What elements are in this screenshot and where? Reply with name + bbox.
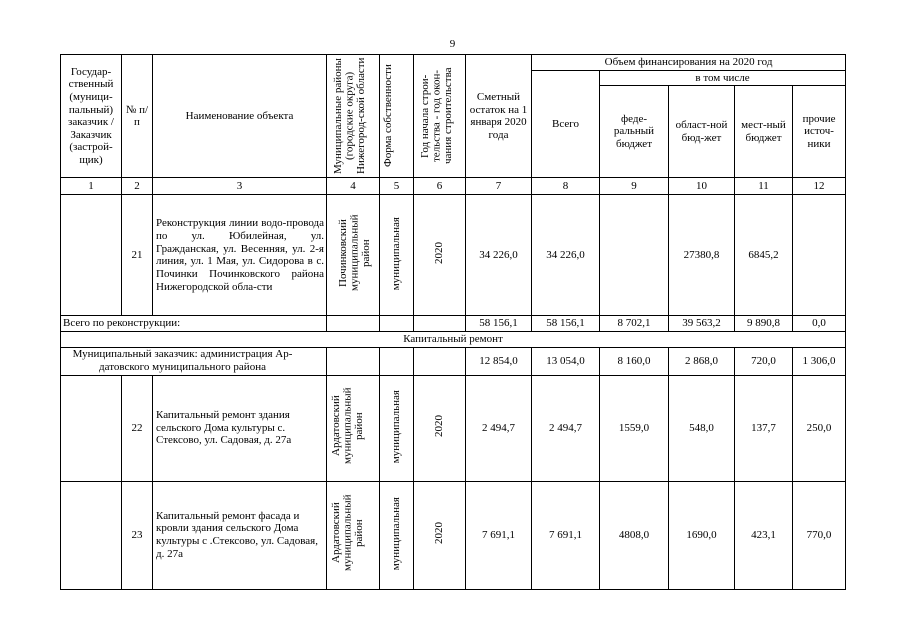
- cell-district: [327, 481, 380, 589]
- cell-ownership: [380, 375, 414, 481]
- cell-total: 58 156,1: [532, 316, 600, 332]
- cell-federal: 8 160,0: [600, 347, 669, 375]
- cell-other: 250,0: [793, 375, 846, 481]
- cell-district-text: Ардатовский муниципальный район: [330, 387, 366, 465]
- header-including: в том числе: [600, 70, 846, 86]
- col-number: 11: [735, 178, 793, 195]
- cell-district: [327, 375, 380, 481]
- cell-year: [414, 195, 466, 316]
- financing-table: [60, 54, 846, 590]
- cell-object-name: Реконструкция линии водо-провода по ул. Юбилейная, ул. Гражданская, ул. Весенняя, ул. 2-я линия, ул. 1 Мая, ул. Сидорова в с. Починки Починковского района Нижегородской обла-сти: [153, 195, 327, 316]
- header-local: мест-ный бюджет: [735, 86, 793, 178]
- cell-object-name: Капитальный ремонт здания сельского Дома культуры с. Стексово, ул. Садовая, д. 27а: [153, 375, 327, 481]
- col-number: 7: [466, 178, 532, 195]
- cell-balance: 12 854,0: [466, 347, 532, 375]
- cell-empty: [414, 316, 466, 332]
- cell-federal: 4808,0: [600, 481, 669, 589]
- cell-total: 13 054,0: [532, 347, 600, 375]
- cell-ownership-text: муниципальная: [389, 389, 402, 463]
- cell-federal: 1559,0: [600, 375, 669, 481]
- cell-year: [414, 481, 466, 589]
- col-number: 8: [532, 178, 600, 195]
- cell-year-text: 2020: [432, 242, 445, 265]
- header-object-name: Наименование объекта: [153, 55, 327, 178]
- cell-local: 423,1: [735, 481, 793, 589]
- cell-empty: [380, 316, 414, 332]
- cell-balance: 58 156,1: [466, 316, 532, 332]
- table-row: [61, 375, 846, 481]
- cell-local: 6845,2: [735, 195, 793, 316]
- col-number: 3: [153, 178, 327, 195]
- cell-ownership-text: муниципальная: [389, 216, 402, 291]
- col-number: 6: [414, 178, 466, 195]
- cell-regional: 1690,0: [669, 481, 735, 589]
- table-row-total: [61, 316, 846, 332]
- col-number: 9: [600, 178, 669, 195]
- cell-local: 137,7: [735, 375, 793, 481]
- cell-district: [327, 195, 380, 316]
- col-number: 1: [61, 178, 122, 195]
- cell-number: 23: [122, 481, 153, 589]
- cell-balance: 2 494,7: [466, 375, 532, 481]
- cell-customer: [61, 375, 122, 481]
- cell-year-text: 2020: [432, 522, 445, 545]
- col-number: 12: [793, 178, 846, 195]
- cell-local: 720,0: [735, 347, 793, 375]
- cell-ownership: [380, 481, 414, 589]
- cell-empty: [327, 316, 380, 332]
- cell-total: 34 226,0: [532, 195, 600, 316]
- total-reconstruction-label: Всего по реконструкции:: [61, 316, 327, 332]
- cell-total: 7 691,1: [532, 481, 600, 589]
- header-customer: Государ-ственный (муници-пальный) заказчик / Заказчик (застрой-щик): [61, 55, 122, 178]
- cell-empty: [414, 347, 466, 375]
- cell-federal: 8 702,1: [600, 316, 669, 332]
- header-years: [414, 55, 466, 178]
- header-other: прочие источ-ники: [793, 86, 846, 178]
- cell-object-name: Капитальный ремонт фасада и кровли здания сельского Дома культуры с .Стексово, ул. Садовая, д. 27а: [153, 481, 327, 589]
- cell-balance: 34 226,0: [466, 195, 532, 316]
- cell-ownership: [380, 195, 414, 316]
- cell-number: 22: [122, 375, 153, 481]
- cell-number: 21: [122, 195, 153, 316]
- header-years-text: Год начала строи-тельства - год окон-чания строительства: [418, 67, 454, 165]
- cell-district-text: Починковский муниципальный район: [337, 215, 373, 292]
- cell-empty: [380, 347, 414, 375]
- col-number: 5: [380, 178, 414, 195]
- cell-total: 2 494,7: [532, 375, 600, 481]
- header-federal: феде-ральный бюджет: [600, 86, 669, 178]
- section-capital-repair: Капитальный ремонт: [61, 331, 846, 347]
- header-number: № п/п: [122, 55, 153, 178]
- header-balance: Сметный остаток на 1 января 2020 года: [466, 55, 532, 178]
- header-districts: [327, 55, 380, 178]
- header-regional: област-ной бюд-жет: [669, 86, 735, 178]
- header-funding: Объем финансирования на 2020 год: [532, 55, 846, 71]
- cell-other: 0,0: [793, 316, 846, 332]
- cell-regional: 2 868,0: [669, 347, 735, 375]
- cell-customer: [61, 481, 122, 589]
- cell-ownership-text: муниципальная: [389, 496, 402, 570]
- header-total: Всего: [532, 70, 600, 178]
- header-districts-text: Муниципальные районы (городские округа) Нижегород-ской области: [332, 57, 368, 175]
- col-number: 2: [122, 178, 153, 195]
- col-number: 10: [669, 178, 735, 195]
- cell-year: [414, 375, 466, 481]
- cell-local: 9 890,8: [735, 316, 793, 332]
- header-ownership: [380, 55, 414, 178]
- cell-balance: 7 691,1: [466, 481, 532, 589]
- table-row: [61, 195, 846, 316]
- page-number: 9: [449, 38, 456, 50]
- cell-customer: [61, 195, 122, 316]
- customer-label: Муниципальный заказчик: администрация Ар-датовского муниципального района: [61, 347, 327, 375]
- cell-regional: 27380,8: [669, 195, 735, 316]
- cell-district-text: Ардатовский муниципальный район: [330, 494, 366, 572]
- cell-other: [793, 195, 846, 316]
- table-row: [61, 481, 846, 589]
- col-number: 4: [327, 178, 380, 195]
- header-ownership-text: Форма собственности: [381, 64, 394, 168]
- cell-regional: 548,0: [669, 375, 735, 481]
- cell-federal: [600, 195, 669, 316]
- cell-empty: [327, 347, 380, 375]
- cell-regional: 39 563,2: [669, 316, 735, 332]
- table-row-customer: [61, 347, 846, 375]
- cell-other: 770,0: [793, 481, 846, 589]
- section-row: [61, 331, 846, 347]
- cell-year-text: 2020: [432, 415, 445, 438]
- cell-other: 1 306,0: [793, 347, 846, 375]
